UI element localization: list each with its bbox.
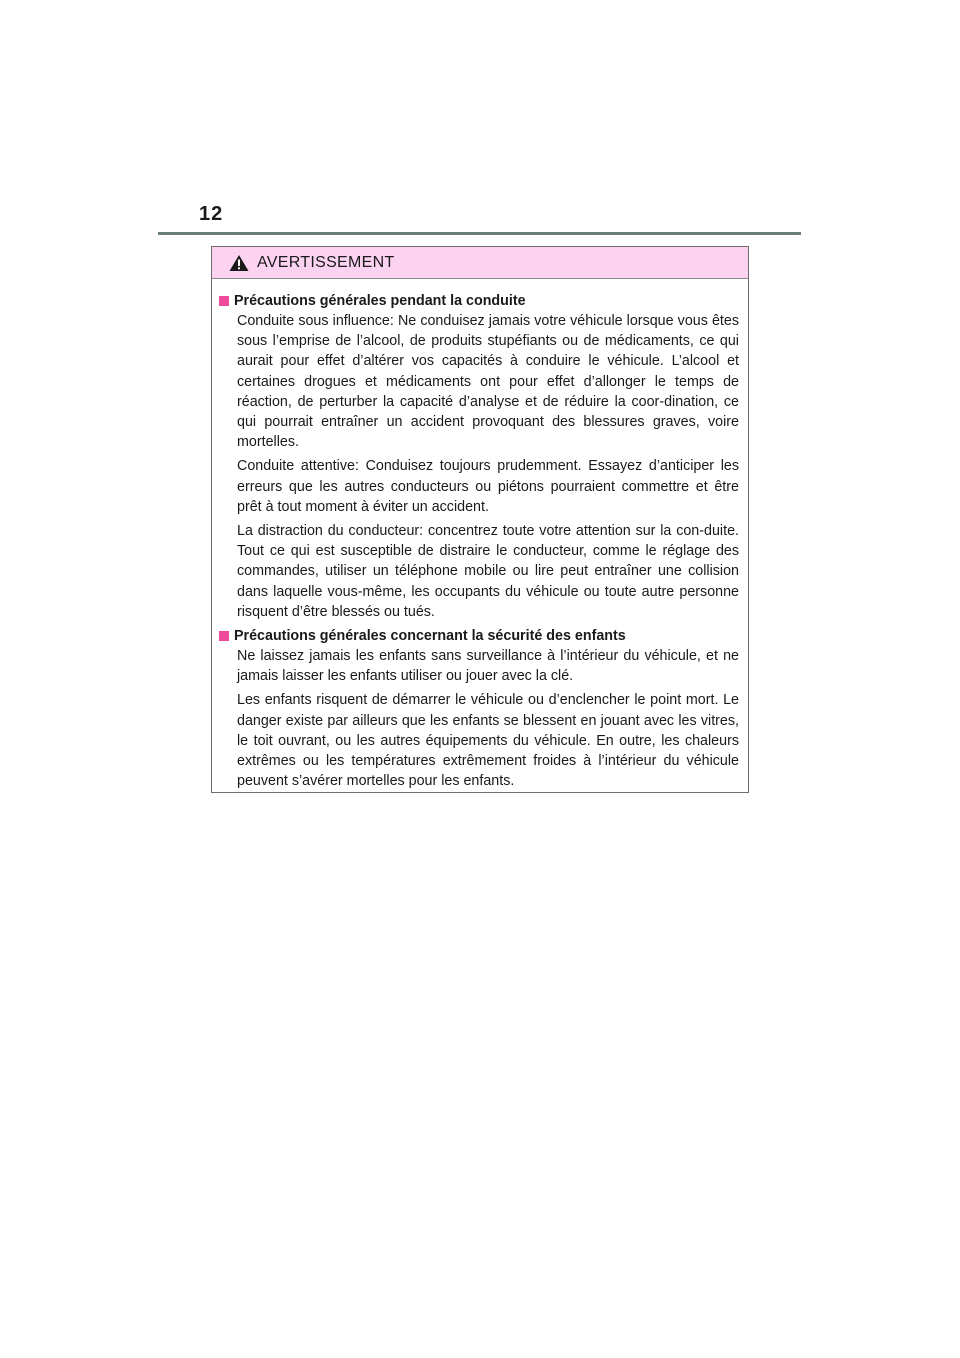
page-number: 12	[199, 203, 224, 225]
section-heading-text: Précautions générales pendant la conduite	[234, 293, 526, 309]
section-heading-children	[219, 626, 739, 646]
paragraph-children-unattended: Ne laissez jamais les enfants sans surveillance à l’intérieur du véhicule, et ne jamais laisser les enfants utiliser ou jouer avec la clé.	[237, 648, 739, 685]
section-heading-text: Précautions générales concernant la sécurité des enfants	[234, 628, 626, 645]
warning-header	[212, 247, 748, 279]
section-heading-driving	[219, 291, 739, 311]
paragraph-driver-distraction: La distraction du conducteur: concentrez toute votre attention sur la con-duite. Tout ce qui est susceptible de distraire le conducteur, comme le réglage des commandes, utiliser un téléphone mobile ou lire peut entraîner une collision dans laquelle vous-même, les occupants du véhicule ou toute autre personne risquent d’être blessés ou tués.	[237, 523, 739, 620]
warning-title: AVERTISSEMENT	[257, 253, 395, 271]
bullet-square-icon	[219, 631, 229, 641]
paragraph-driving-influence: Conduite sous influence: Ne conduisez jamais votre véhicule lorsque vous êtes sous l’emprise de l’alcool, de produits stupéfiants ou de médicaments, ce qui aurait pour effet d’altérer vos capacités à conduire le véhicule. L’alcool et certaines drogues et médicaments ont pour effet d’allonger le temps de réaction, de perturber la capacité d’analyse et de réduire la coor-dination, ce qui pourrait entraîner un accident provoquant des blessures graves, voire mortelles.	[237, 313, 739, 451]
warning-body	[212, 279, 748, 791]
paragraph-children-dangers: Les enfants risquent de démarrer le véhicule ou d’enclencher le point mort. Le danger existe par ailleurs que les enfants se blessent en jouant avec les vitres, le toit ouvrant, ou les autres équipements du véhicule. En outre, les chaleurs extrêmes ou les températures extrêmement froides à l’intérieur du véhicule peuvent s’avérer mortelles pour les enfants.	[237, 692, 739, 790]
header-rule	[158, 232, 801, 235]
warning-box	[211, 246, 749, 793]
warning-triangle-icon	[229, 254, 249, 272]
bullet-square-icon	[219, 296, 229, 306]
paragraph-attentive-driving: Conduite attentive: Conduisez toujours prudemment. Essayez d’anticiper les erreurs que les autres conducteurs ou piétons pourraient commettre et être prêt à tout moment à éviter un accident.	[237, 458, 739, 515]
